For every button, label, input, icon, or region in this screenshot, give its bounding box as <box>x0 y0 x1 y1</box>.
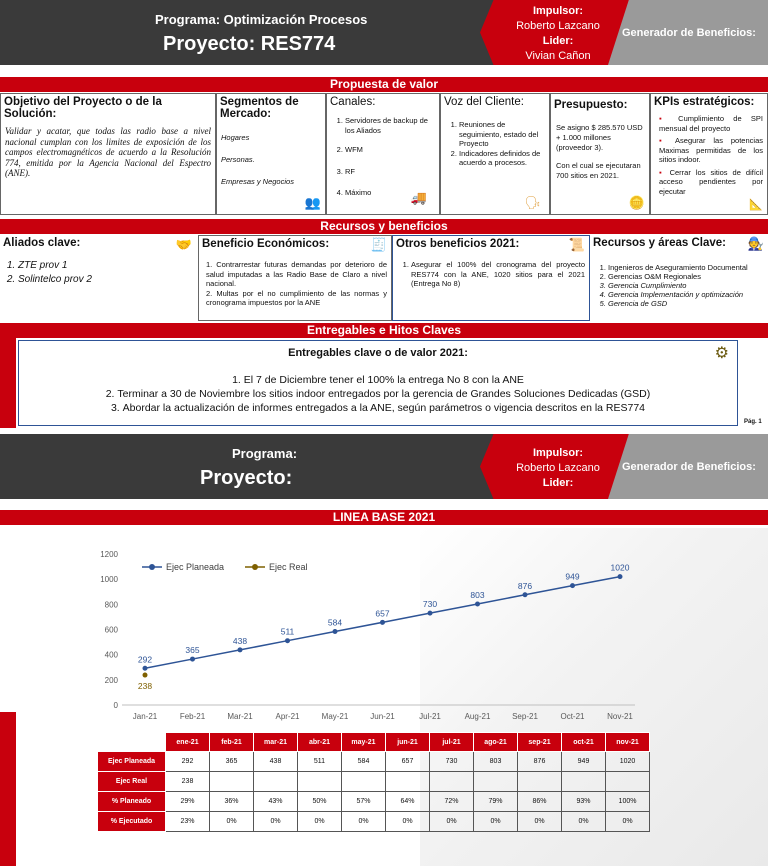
segment-item: Hogares <box>221 133 250 142</box>
table-header: sep-21 <box>518 733 562 752</box>
table-header-row <box>98 733 650 752</box>
sponsor-name-2: Roberto Lazcano <box>516 462 600 474</box>
section-bar-entregables: Entregables e Hitos Claves <box>0 323 768 338</box>
data-point <box>570 583 575 588</box>
table-header: ago-21 <box>474 733 518 752</box>
table-cell: 365 <box>210 752 254 772</box>
table-header: jul-21 <box>430 733 474 752</box>
project-title-2: Proyecto: <box>200 467 293 489</box>
table-cell: 50% <box>298 792 342 812</box>
table-body <box>98 752 650 832</box>
table-cell: 0% <box>298 812 342 832</box>
channel-item: 4. Máximo <box>345 188 435 198</box>
table-header: ene-21 <box>166 733 210 752</box>
y-tick-label: 400 <box>104 650 118 660</box>
customer-voice-list <box>445 120 545 168</box>
baseline-table <box>97 732 650 832</box>
other-benefits-title: Otros beneficios 2021: <box>396 238 520 250</box>
y-tick-label: 1200 <box>100 550 118 559</box>
channel-item: 3. RF <box>345 167 435 177</box>
leader-label-2: Lider: <box>542 477 574 489</box>
table-cell: 0% <box>254 812 298 832</box>
certificate-icon: 📜 <box>568 237 585 252</box>
table-header: oct-21 <box>562 733 606 752</box>
table-cell: 730 <box>430 752 474 772</box>
table-cell <box>298 772 342 792</box>
segments-cell <box>216 93 326 215</box>
team-icon: 🧑‍🔧 <box>747 236 764 251</box>
y-tick-label: 600 <box>104 625 118 635</box>
table-cell: 438 <box>254 752 298 772</box>
data-label: 657 <box>375 608 390 619</box>
table-cell <box>254 772 298 792</box>
budget-text-1: Se asigno $ 285.570 USD + 1.000 millones (proveedor 3). <box>556 123 643 152</box>
x-tick-label: Jul-21 <box>419 712 441 721</box>
leader-name: Vivian Cañon <box>525 50 591 62</box>
kpi-item: ▪ Cumplimiento de SPI mensual del proyecto <box>659 114 763 133</box>
x-tick-label: Oct-21 <box>560 712 585 721</box>
row-header: Ejec Planeada <box>98 752 166 772</box>
table-cell: 86% <box>518 792 562 812</box>
project-title: Proyecto: RES774 <box>163 33 336 55</box>
budget-cell <box>550 93 650 215</box>
data-label: 949 <box>565 571 580 582</box>
gears-icon: ⚙ <box>714 345 729 362</box>
table-cell: 29% <box>166 792 210 812</box>
data-point <box>238 647 243 652</box>
table-row <box>98 752 650 772</box>
chart-series <box>138 563 630 691</box>
table-cell: 657 <box>386 752 430 772</box>
table-header: abr-21 <box>298 733 342 752</box>
data-label: 730 <box>422 599 438 610</box>
x-tick-label: Apr-21 <box>275 712 300 721</box>
budget-title: Presupuesto: <box>554 99 628 111</box>
table-cell: 876 <box>518 752 562 772</box>
section-bar-recursos: Recursos y beneficios <box>0 219 768 234</box>
table-row <box>98 772 650 792</box>
data-label: 876 <box>517 580 533 591</box>
table-cell <box>474 772 518 792</box>
y-tick-label: 200 <box>104 675 118 685</box>
x-tick-label: Aug-21 <box>464 712 491 721</box>
benefits-generator-label: Generador de Beneficios: <box>622 27 756 39</box>
table-cell: 1020 <box>606 752 650 772</box>
cash-register-icon: 🧾 <box>370 237 387 252</box>
table-cell: 0% <box>518 812 562 832</box>
data-point <box>380 620 385 625</box>
x-tick-label: Nov-21 <box>607 712 633 721</box>
data-point <box>475 601 480 606</box>
customer-voice-title: Voz del Cliente: <box>444 96 524 108</box>
kpi-item: ▪ Asegurar las potencias Maximas permitidas de los sitios indoor. <box>659 136 763 165</box>
segments-list <box>221 127 321 193</box>
other-benefit-item: 1. Asegurar el 100% del cronograma del proyecto RES774 con la ANE, 1020 sitios para el 2021 (Entrega No 8) <box>411 260 585 289</box>
table-cell: 100% <box>606 792 650 812</box>
y-axis <box>100 550 635 710</box>
sponsor-info-2 <box>498 446 618 491</box>
table-cell: 0% <box>474 812 518 832</box>
economic-benefit-list <box>203 260 387 308</box>
x-tick-label: Mar-21 <box>227 712 253 721</box>
data-label: 584 <box>327 617 343 628</box>
y-tick-label: 0 <box>113 701 118 710</box>
table-cell: 23% <box>166 812 210 832</box>
table-cell: 292 <box>166 752 210 772</box>
resource-item: 4. Gerencia Implementación y optimización <box>608 290 764 299</box>
data-label: 365 <box>185 645 200 656</box>
table-cell: 79% <box>474 792 518 812</box>
left-red-accent-2 <box>0 712 16 866</box>
chart-legend <box>142 562 308 572</box>
table-header: feb-21 <box>210 733 254 752</box>
table-cell: 0% <box>562 812 606 832</box>
table-cell <box>606 772 650 792</box>
table-cell: 949 <box>562 752 606 772</box>
table-cell: 0% <box>386 812 430 832</box>
table-header: jun-21 <box>386 733 430 752</box>
segment-item: Empresas y Negocios <box>221 177 294 186</box>
y-tick-label: 800 <box>104 600 118 610</box>
resource-item: 2. Gerencias O&M Regionales <box>608 272 764 281</box>
objective-text: Validar y acatar, que todas las radio base a nivel nacional cumplan con los limites de exposición de los campos electromagnéticos de acuerdo a la Resolución 774, emitida por la Agencia Nacional del Espectro (ANE). <box>5 126 211 178</box>
channels-title: Canales: <box>330 96 376 108</box>
row-header: % Ejecutado <box>98 812 166 832</box>
table-cell: 0% <box>342 812 386 832</box>
data-point <box>333 629 338 634</box>
header-banner <box>0 0 768 65</box>
sponsor-info <box>498 4 618 64</box>
data-point <box>428 611 433 616</box>
data-label: 292 <box>137 654 153 665</box>
people-icon: 👥 <box>304 195 321 210</box>
data-point <box>190 657 195 662</box>
channels-cell <box>326 93 440 215</box>
key-resources-list <box>594 263 764 308</box>
legend-marker-real <box>252 564 258 570</box>
table-cell <box>562 772 606 792</box>
table-cell <box>518 772 562 792</box>
objective-title: Objetivo del Proyecto o de la Solución: <box>4 96 162 120</box>
x-tick-label: Jun-21 <box>370 712 395 721</box>
table-header: mar-21 <box>254 733 298 752</box>
x-tick-label: May-21 <box>321 712 349 721</box>
program-title-2: Programa: <box>232 446 298 461</box>
customer-voice-cell <box>440 93 550 215</box>
table-cell: 238 <box>166 772 210 792</box>
resource-item: 5. Gerencia de GSD <box>608 299 764 308</box>
deliverables-cell <box>18 340 738 426</box>
table-cell <box>430 772 474 792</box>
table-cell <box>342 772 386 792</box>
x-tick-label: Sep-21 <box>512 712 538 721</box>
partner-item: 2. Solintelco prov 2 <box>18 273 198 287</box>
key-resources-title: Recursos y áreas Clave: <box>593 237 726 249</box>
header-banner-2 <box>0 434 768 499</box>
table-header: nov-21 <box>606 733 650 752</box>
data-label: 238 <box>137 681 153 692</box>
benefits-generator-label-2: Generador de Beneficios: <box>622 461 756 473</box>
other-benefits-cell <box>392 235 590 321</box>
table-cell: 803 <box>474 752 518 772</box>
benefit-item: 1. Contrarrestar futuras demandas por deterioro de salud imputadas a las Radio Base de Claro a nivel nacional. <box>206 260 387 289</box>
sponsor-label-2: Impulsor: <box>532 447 584 459</box>
table-cell <box>386 772 430 792</box>
partner-item: 1. ZTE prov 1 <box>18 259 198 273</box>
data-point <box>285 638 290 643</box>
deliverables-title: Entregables clave o de valor 2021: <box>288 347 468 359</box>
sponsor-name: Roberto Lazcano <box>516 20 600 32</box>
kpis-cell <box>650 93 768 215</box>
section-bar-linea-base: LINEA BASE 2021 <box>0 510 768 525</box>
key-resources-cell <box>590 235 768 321</box>
channel-item: 1. Servidores de backup de los Aliados <box>345 116 435 135</box>
data-point <box>143 673 148 678</box>
data-label: 511 <box>280 626 295 637</box>
segment-item: Personas. <box>221 155 255 164</box>
table-corner <box>98 733 166 752</box>
kpis-title: KPIs estratégicos: <box>654 96 755 108</box>
coins-icon: 🪙 <box>628 195 645 210</box>
channels-list <box>331 116 435 198</box>
table-cell: 72% <box>430 792 474 812</box>
x-tick-label: Jan-21 <box>132 712 158 721</box>
x-axis <box>133 712 634 721</box>
kpi-item: ▪ Cerrar los sitios de difícil acceso pendientes por ejecutar <box>659 168 763 197</box>
program-title: Programa: Optimización Procesos <box>155 12 368 27</box>
table-row <box>98 812 650 832</box>
budget-text-2: Con el cual se ejecutaran 700 sitios en 2021. <box>556 161 641 180</box>
channel-item: 2. WFM <box>345 145 435 155</box>
handshake-icon: 🤝 <box>175 237 192 252</box>
deliverable-item: 3. Abordar la actualización de informes entregados a la ANE, según parámetros o vigencia descritos en la RES774 <box>19 401 737 415</box>
sponsor-label: Impulsor: <box>532 5 584 17</box>
table-cell: 0% <box>210 812 254 832</box>
data-label: 1020 <box>610 562 630 573</box>
y-tick-label: 1000 <box>100 575 118 585</box>
partners-list <box>0 259 198 287</box>
table-cell <box>210 772 254 792</box>
legend-marker-planeada <box>149 564 155 570</box>
line-chart <box>90 543 650 728</box>
benefit-item: 2. Multas por el no cumplimiento de las normas y cronograma impuestos por la ANE <box>206 289 387 308</box>
economic-benefit-cell <box>198 235 392 321</box>
x-tick-label: Feb-21 <box>179 712 206 721</box>
page-number: Pág. 1 <box>744 419 762 425</box>
data-point <box>618 574 623 579</box>
legend-label-real: Ejec Real <box>269 562 308 572</box>
table-cell: 93% <box>562 792 606 812</box>
voice-item: 2. Indicadores definidos de acuerdo a procesos. <box>459 149 545 168</box>
ruler-icon: 📐 <box>749 199 763 211</box>
table-row <box>98 792 650 812</box>
economic-benefit-title: Beneficio Económicos: <box>202 238 330 250</box>
deliverable-item: 1. El 7 de Diciembre tener el 100% la entrega No 8 con la ANE <box>19 373 737 387</box>
table-cell: 43% <box>254 792 298 812</box>
speaking-head-icon: 🗣 <box>524 195 541 210</box>
resource-item: 1. Ingenieros de Aseguramiento Documental <box>608 263 764 272</box>
objective-cell <box>0 93 216 215</box>
table-cell: 511 <box>298 752 342 772</box>
table-cell: 0% <box>606 812 650 832</box>
partners-title: Aliados clave: <box>3 237 81 249</box>
resource-item: 3. Gerencia Cumplimiento <box>608 281 764 290</box>
table-header: may-21 <box>342 733 386 752</box>
data-point <box>143 666 148 671</box>
leader-label: Lider: <box>542 35 574 47</box>
deliverables-list <box>19 373 737 415</box>
legend-label-planeada: Ejec Planeada <box>166 562 225 572</box>
deliverable-item: 2. Terminar a 30 de Noviembre los sitios indoor entregados por la gerencia de Grandes Soluciones Dedicadas (GSD) <box>19 387 737 401</box>
table-cell: 64% <box>386 792 430 812</box>
table-cell: 0% <box>430 812 474 832</box>
partners-cell <box>0 235 198 321</box>
kpis-list <box>655 114 763 196</box>
data-label: 803 <box>470 589 485 600</box>
table-cell: 57% <box>342 792 386 812</box>
table-cell: 584 <box>342 752 386 772</box>
data-point <box>523 592 528 597</box>
left-red-accent <box>0 338 16 428</box>
data-label: 438 <box>232 635 248 646</box>
truck-icon: 🚚 <box>410 190 427 205</box>
table-cell: 36% <box>210 792 254 812</box>
row-header: % Planeado <box>98 792 166 812</box>
other-benefits-list <box>397 260 585 289</box>
section-bar-propuesta: Propuesta de valor <box>0 77 768 92</box>
row-header: Ejec Real <box>98 772 166 792</box>
voice-item: 1. Reuniones de seguimiento, estado del Proyecto <box>459 120 545 149</box>
segments-title: Segmentos de Mercado: <box>220 96 299 120</box>
